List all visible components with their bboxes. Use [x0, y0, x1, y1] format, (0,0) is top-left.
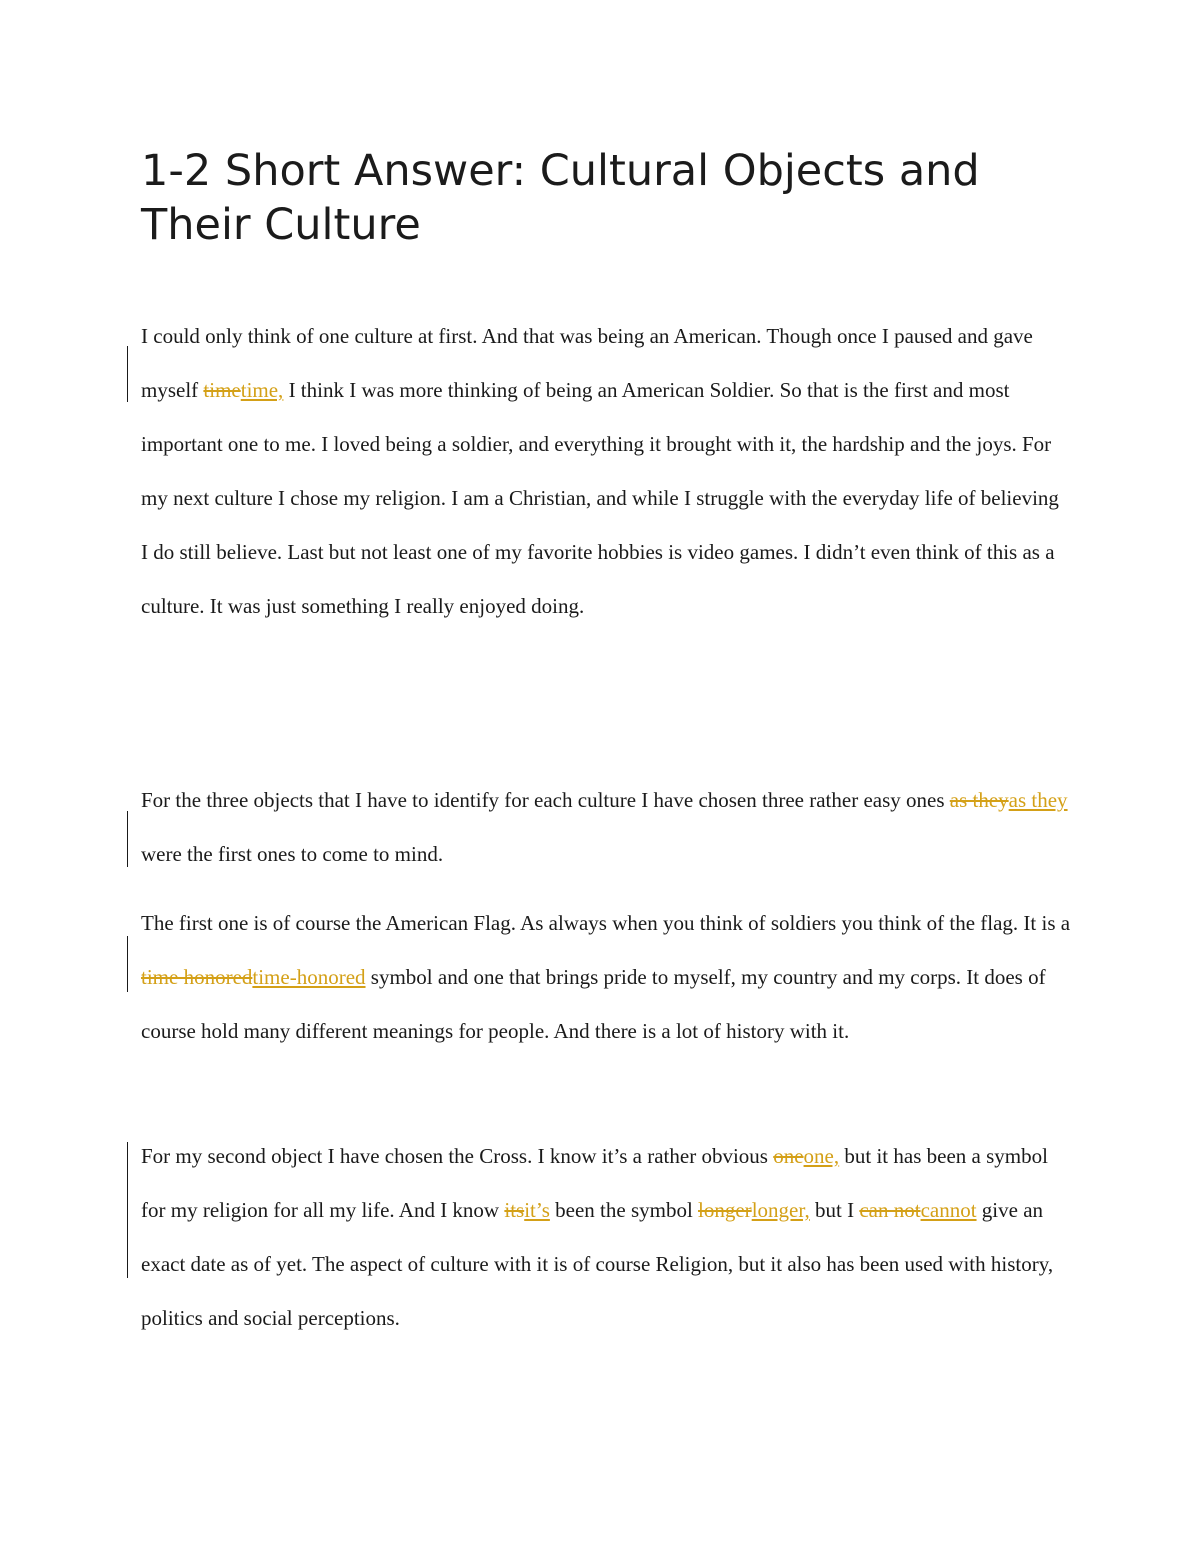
paragraph-text: were the first ones to come to mind.	[141, 842, 444, 866]
paragraph-text: but it has been a symbol for my religion for all my life. And I know	[141, 1144, 1048, 1222]
paragraph-text: I think I was more thinking of being an American Soldier. So that is the first and most important one to me. I loved being a soldier, and everything it brought with it, the hardship and the joys. For my next culture I chose my religion. I am a Christian, and while I struggle with the everyday life of believing I do still believe. Last but not least one of my favorite hobbies is video games. I didn’t even think of this as a culture. It was just something I really enjoyed doing.	[141, 378, 1059, 618]
tracked-deletion: time	[203, 378, 241, 402]
paragraph-4	[141, 1129, 1071, 1345]
paragraph-text: symbol and one that brings pride to myself, my country and my corps. It does of course hold many different meanings for people. And there is a lot of history with it.	[141, 965, 1046, 1043]
change-bar-2	[127, 811, 128, 867]
document-title: 1-2 Short Answer: Cultural Objects and Their Culture	[141, 146, 980, 250]
paragraph-text: give an exact date as of yet. The aspect of culture with it is of course Religion, but it also has been used with history, politics and social perceptions.	[141, 1198, 1054, 1330]
paragraph-text: been the symbol	[549, 1198, 699, 1222]
tracked-deletion: its	[504, 1198, 525, 1222]
paragraph-text: I could only think of one culture at first. And that was being an American. Though once I paused and gave myself	[141, 324, 1033, 402]
tracked-insertion: time,	[240, 378, 284, 402]
tracked-deletion: one	[773, 1144, 804, 1168]
paragraph-2	[141, 773, 1071, 881]
paragraph-3	[141, 896, 1071, 1058]
tracked-deletion: time honored	[141, 965, 253, 989]
tracked-insertion: one,	[803, 1144, 840, 1168]
tracked-insertion: as they	[1008, 788, 1068, 812]
change-bar-3	[127, 936, 128, 992]
paragraph-text: For my second object I have chosen the Cross. I know it’s a rather obvious	[141, 1144, 774, 1168]
tracked-deletion: can not	[859, 1198, 921, 1222]
tracked-insertion: longer,	[751, 1198, 810, 1222]
paragraph-text: For the three objects that I have to identify for each culture I have chosen three rather easy ones	[141, 788, 950, 812]
tracked-deletion: longer	[698, 1198, 752, 1222]
tracked-insertion: cannot	[920, 1198, 977, 1222]
change-bar-1	[127, 346, 128, 402]
paragraph-text: The first one is of course the American Flag. As always when you think of soldiers you think of the flag. It is a	[141, 911, 1071, 935]
change-bar-4	[127, 1142, 128, 1278]
tracked-insertion: time-honored	[252, 965, 366, 989]
paragraph-text: but I	[809, 1198, 860, 1222]
tracked-deletion: as they	[949, 788, 1009, 812]
paragraph-1	[141, 309, 1071, 633]
tracked-insertion: it’s	[524, 1198, 550, 1222]
